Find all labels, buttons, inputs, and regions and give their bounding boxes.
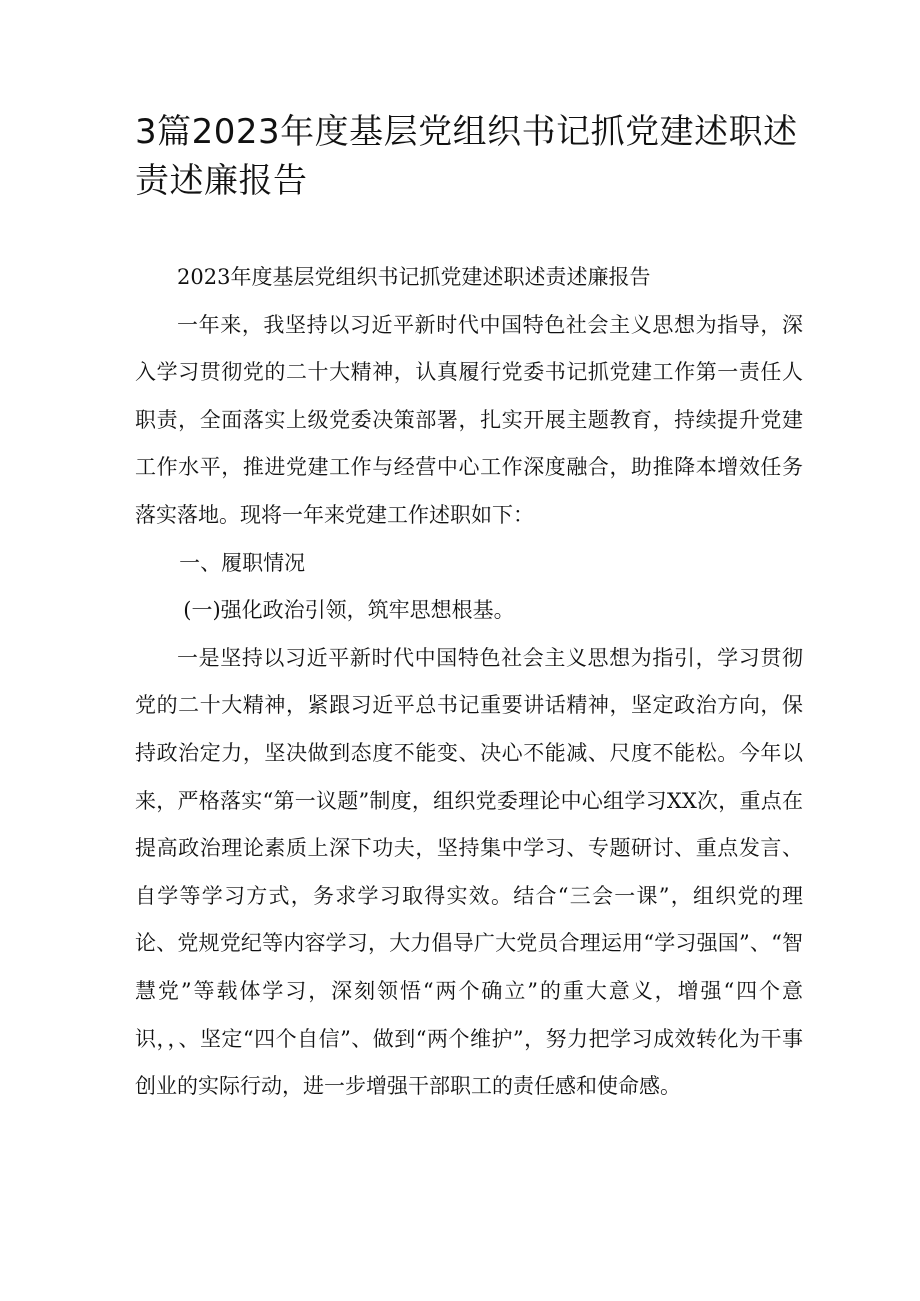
subsection-heading: (一)强化政治引领，筑牢思想根基。	[183, 598, 515, 623]
report-subtitle: 2023年度基层党组织书记抓党建述职述责述廉报告	[177, 265, 651, 289]
body-paragraph: 一是坚持以习近平新时代中国特色社会主义思想为指引，学习贯彻党的二十大精神，紧跟习近平总书记重要讲话精神，坚定政治方向，保持政治定力，坚决做到态度不能变、决心不能减、尺度不能松。今年以来，严格落实“第一议题”制度，组织党委理论中心组学习XX次，重点在提高政治理论素质上深下功夫，坚持集中学习、专题研讨、重点发言、自学等学习方式，务求学习取得实效。结合“三会一课”，组织党的理论、党规党纪等内容学习，大力倡导广大党员合理运用“学习强国”、“智慧党”等载体学习，深刻领悟“两个确立”的重大意义，增强“四个意识，，、坚定“四个自信”、做到“两个维护”，努力把学习成效转化为干事创业的实际行动，进一步增强干部职工的责任感和使命感。	[135, 645, 803, 1099]
document-title: 3篇2023年度基层党组织书记抓党建述职述责述廉报告	[135, 112, 798, 201]
document-body	[135, 254, 803, 1111]
section-heading: 一、履职情况	[179, 550, 306, 575]
intro-paragraph: 一年来，我坚持以习近平新时代中国特色社会主义思想为指导，深入学习贯彻党的二十大精神，认真履行党委书记抓党建工作第一责任人职责，全面落实上级党委决策部署，扎实开展主题教育，持续提升党建工作水平，推进党建工作与经营中心工作深度融合，助推降本增效任务落实落地。现将一年来党建工作述职如下：	[135, 312, 803, 527]
